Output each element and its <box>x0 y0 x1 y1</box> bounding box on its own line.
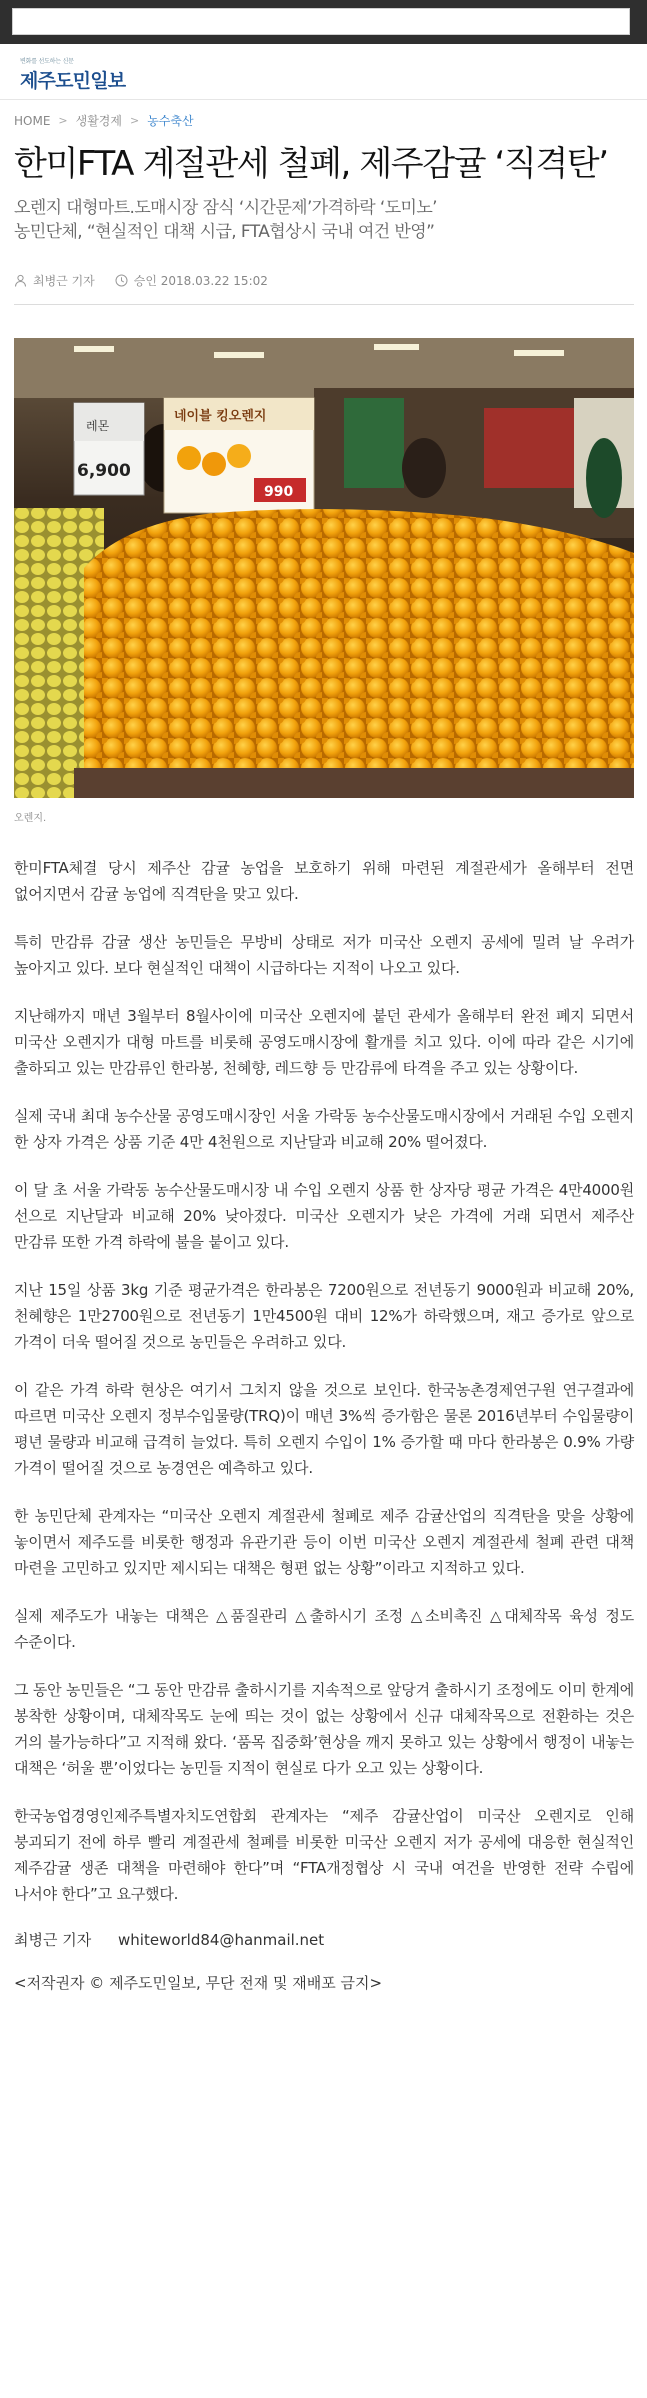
byline-name: 최병근 기자 <box>14 1931 92 1949</box>
paragraph: 지난해까지 매년 3월부터 8월사이에 미국산 오렌지에 붙던 관세가 올해부터 완전 폐지 되면서 미국산 오렌지가 대형 마트를 비롯해 공영도매시장에 활개를 치고 있다. 이에 따라 같은 시기에 출하되고 있는 만감류인 한라봉, 천혜향, 레드향 등 만감류에 타격을 주고 있는 상황이다. <box>14 1007 634 1077</box>
paragraph: 실제 제주도가 내놓는 대책은 △품질관리 △출하시기 조정 △소비촉진 △대체작목 육성 정도 수준이다. <box>14 1607 634 1651</box>
person-icon <box>14 274 27 287</box>
byline-email[interactable]: whiteworld84@hanmail.net <box>118 1931 325 1949</box>
paragraph: 지난 15일 상품 3kg 기준 평균가격은 한라봉은 7200원으로 전년동기 9000원과 비교해 20%, 천혜향은 1만2700원으로 전년동기 1만4500원 대비 12%가 하락했으며, 재고 증가로 앞으로 가격이 더욱 떨어질 것으로 농민들은 우려하고 있다. <box>14 1281 634 1351</box>
logo-tagline: 변화를 선도하는 신문 <box>20 58 74 65</box>
breadcrumb-level2[interactable]: 농수축산 <box>147 114 194 128</box>
paragraph: 이 달 초 서울 가락동 농수산물도매시장 내 수입 오렌지 상품 한 상자당 평균 가격은 4만4000원 선으로 지난달과 비교해 20% 낮아졌다. 미국산 오렌지가 낮은 가격에 거래 되면서 제주산 만감류 또한 가격 하락에 불을 붙이고 있다. <box>14 1181 634 1251</box>
article-title: 한미FTA 계절관세 철폐, 제주감귤 ‘직격탄’ <box>14 144 608 184</box>
logo-name: 제주도민일보 <box>20 70 126 92</box>
paragraph: 한국농업경영인제주특별자치도연합회 관계자는 “제주 감귤산업이 미국산 오렌지로 인해 붕괴되기 전에 하루 빨리 계절관세 철폐를 비롯한 미국산 오렌지 저가 공세에 대응한 현실적인 제주감귤 생존 대책을 마련해야 한다”며 “FTA개정협상 시 국내 여건을 반영한 전략 수립에 나서야 한다”고 요구했다. <box>14 1807 634 1903</box>
photo-sign-lemon-name: 레몬 <box>86 419 110 433</box>
author-name: 최병근 기자 <box>33 274 95 288</box>
breadcrumb-home[interactable]: HOME <box>14 113 51 128</box>
paragraph: 실제 국내 최대 농수산물 공영도매시장인 서울 가락동 농수산물도매시장에서 거래된 수입 오렌지 한 상자 가격은 상품 기준 4만 4천원으로 지난달과 비교해 20% 떨어졌다. <box>14 1107 634 1151</box>
photo-sign-orange-price: 990 <box>264 484 294 500</box>
paragraph: 특히 만감류 감귤 생산 농민들은 무방비 상태로 저가 미국산 오렌지 공세에 밀려 날 우려가 높아지고 있다. 보다 현실적인 대책이 시급하다는 지적이 나오고 있다. <box>14 933 634 977</box>
paragraph: 한미FTA체결 당시 제주산 감귤 농업을 보호하기 위해 마련된 계절관세가 올해부터 전면 없어지면서 감귤 농업에 직격탄을 맞고 있다. <box>14 859 634 903</box>
clock-icon <box>115 274 128 287</box>
chevron-right-icon: > <box>130 114 140 127</box>
copyright-notice: <저작권자 © 제주도민일보, 무단 전재 및 재배포 금지> <box>14 1974 383 1992</box>
article-photo <box>14 338 634 798</box>
article-byline <box>14 1929 634 1950</box>
breadcrumb-level1[interactable]: 생활경제 <box>75 114 122 128</box>
paragraph: 한 농민단체 관계자는 “미국산 오렌지 계절관세 철폐로 제주 감귤산업의 직격탄을 맞을 상황에 놓이면서 제주도를 비롯한 행정과 유관기관 등이 이번 미국산 오렌지 계절관세 철폐 관련 대책 마련을 고민하고 있지만 제시되는 대책은 형편 없는 상황”이라고 지적하고 있다. <box>14 1507 634 1577</box>
divider <box>14 304 634 305</box>
subtitle-line-1: 오렌지 대형마트.도매시장 잠식 ‘시간문제’가격하락 ‘도미노’ <box>14 198 437 218</box>
paragraph: 이 같은 가격 하락 현상은 여기서 그치지 않을 것으로 보인다. 한국농촌경제연구원 연구결과에 따르면 미국산 오렌지 정부수입물량(TRQ)이 매년 3%씩 증가함은 물론 2016년부터 수입물량이 평년 물량과 비교해 급격히 늘었다. 특히 오렌지 수입이 1% 증가할 때 마다 한라봉은 0.9% 가량 가격이 떨어질 것으로 농경연은 예측하고 있다. <box>14 1381 634 1477</box>
site-logo[interactable] <box>20 56 125 93</box>
top-bar <box>0 0 647 44</box>
article-subtitle <box>14 196 634 244</box>
orange-display-photo <box>14 338 634 798</box>
photo-caption: 오렌지. <box>14 813 47 824</box>
photo-sign-orange-name: 네이블 킹오렌지 <box>174 409 267 424</box>
chevron-right-icon: > <box>58 114 68 127</box>
breadcrumb <box>14 112 194 129</box>
publish-date: 승인 2018.03.22 15:02 <box>133 274 268 288</box>
search-input[interactable] <box>12 8 630 35</box>
site-header <box>0 44 647 100</box>
article-meta <box>14 272 268 289</box>
article-body <box>14 855 634 1993</box>
photo-sign-lemon-price: 6,900 <box>77 461 131 481</box>
paragraph: 그 동안 농민들은 “그 동안 만감류 출하시기를 지속적으로 앞당겨 출하시기 조정에도 이미 한계에 봉착한 상황이며, 대체작목도 눈에 띄는 것이 없는 상황에서 신규 대체작목으로 전환하는 것은 거의 불가능하다”고 지적해 왔다. ‘품목 집중화’현상을 깨지 못하고 있는 상황에서 행정이 내놓는 대책은 ‘허울 뿐’이었다는 농민들 지적이 현실로 다가 오고 있는 상황이다. <box>14 1681 634 1777</box>
subtitle-line-2: 농민단체, “현실적인 대책 시급, FTA협상시 국내 여건 반영” <box>14 222 435 242</box>
